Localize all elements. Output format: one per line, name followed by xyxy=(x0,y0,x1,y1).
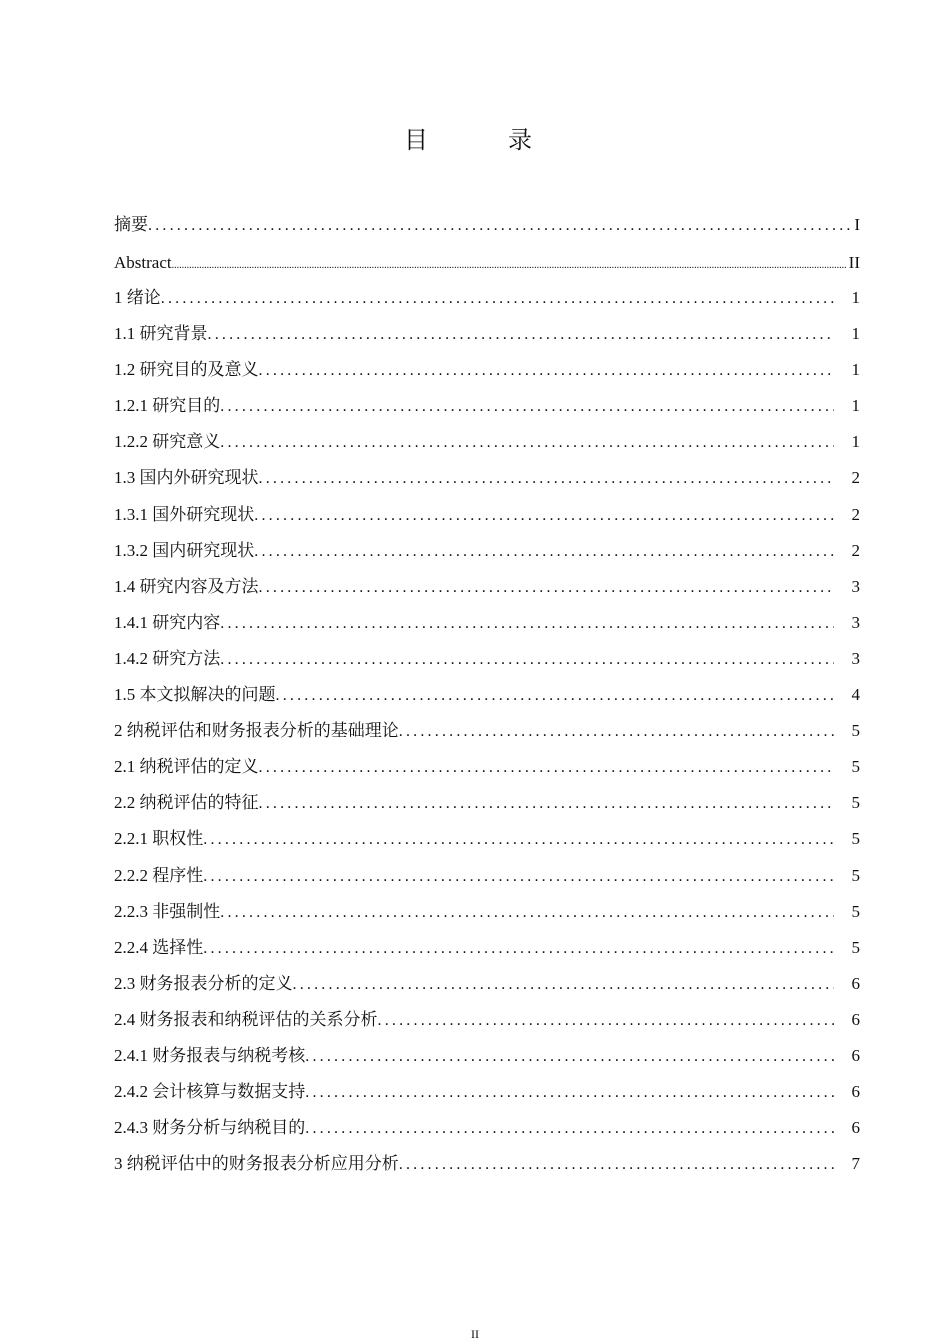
toc-entry[interactable] xyxy=(114,930,860,966)
toc-entry[interactable] xyxy=(114,352,860,388)
toc-entry-page: 5 xyxy=(851,901,860,921)
toc-entry-page: I xyxy=(854,215,860,234)
toc-entry[interactable] xyxy=(114,713,860,749)
toc-dot-leader xyxy=(305,1039,834,1075)
toc-entry-page: 7 xyxy=(851,1154,860,1174)
toc-entry-page: 1 xyxy=(851,288,860,307)
toc-entry-page: 6 xyxy=(851,973,860,993)
toc-entry[interactable] xyxy=(114,1110,860,1146)
toc-entry[interactable] xyxy=(114,1146,860,1182)
toc-dot-leader xyxy=(220,642,834,678)
toc-dot-leader xyxy=(276,678,835,714)
toc-entry-label: 1.5 本文拟解决的问题 xyxy=(114,685,276,705)
toc-entry-label: 1.4.1 研究内容 xyxy=(114,612,221,632)
toc-entry-label: Abstract xyxy=(114,253,172,272)
toc-dot-leader xyxy=(220,606,834,642)
toc-dot-leader xyxy=(305,1075,834,1111)
toc-dot-leader xyxy=(259,353,835,389)
toc-entry-page: 4 xyxy=(851,685,860,705)
toc-entry[interactable] xyxy=(114,749,860,785)
toc-dot-leader xyxy=(254,534,834,570)
toc-entry-label: 1.2 研究目的及意义 xyxy=(114,360,259,380)
toc-entry-page: 3 xyxy=(851,648,860,668)
toc-entry-label: 1.3.1 国外研究现状 xyxy=(114,504,255,524)
toc-entry-page: 3 xyxy=(851,576,860,596)
toc-entry[interactable] xyxy=(114,966,860,1002)
toc-entry-page: 5 xyxy=(851,757,860,777)
toc-dot-leader xyxy=(259,750,835,786)
toc-entry-label: 2.4.3 财务分析与纳税目的 xyxy=(114,1118,306,1138)
toc-entry[interactable] xyxy=(114,424,860,460)
toc-entry[interactable] xyxy=(114,280,860,316)
toc-dot-leader xyxy=(220,895,834,931)
toc-dot-leader xyxy=(254,498,834,534)
toc-entry[interactable] xyxy=(114,569,860,605)
toc-entry-page: 5 xyxy=(851,793,860,813)
toc-entry[interactable] xyxy=(114,497,860,533)
toc-entry-label: 1.2.1 研究目的 xyxy=(114,396,221,416)
toc-entry[interactable] xyxy=(114,316,860,352)
toc-entry-page: 2 xyxy=(851,540,860,560)
toc-entry-label: 1.4.2 研究方法 xyxy=(114,648,221,668)
toc-entry[interactable] xyxy=(114,1074,860,1110)
toc-entry-label: 2.2.2 程序性 xyxy=(114,865,204,885)
page-title: 目 录 xyxy=(404,128,560,154)
toc-dot-leader xyxy=(259,786,835,822)
toc-dot-leader xyxy=(259,570,835,606)
toc-entry[interactable] xyxy=(114,858,860,894)
footer-page-number: II xyxy=(471,1327,479,1341)
toc-entry-page: 5 xyxy=(851,829,860,849)
toc-entry-label: 1.1 研究背景 xyxy=(114,324,208,344)
toc-dot-leader xyxy=(203,859,834,895)
toc-entry[interactable] xyxy=(114,821,860,857)
toc-dot-leader xyxy=(259,461,835,497)
toc-dot-leader xyxy=(161,281,834,317)
toc-entry-label: 2.4.2 会计核算与数据支持 xyxy=(114,1082,306,1102)
toc-dot-leader xyxy=(148,208,852,244)
toc-dot-leader xyxy=(203,931,834,967)
toc-dot-leader xyxy=(172,248,847,284)
toc-entry-label: 1 绪论 xyxy=(114,288,161,307)
toc-entry[interactable] xyxy=(114,677,860,713)
toc-entry-page: 3 xyxy=(851,612,860,632)
toc-entry-page: 5 xyxy=(851,865,860,885)
toc-entry-label: 摘要 xyxy=(114,215,148,234)
toc-dot-leader xyxy=(305,1111,834,1147)
toc-entry-label: 2.3 财务报表分析的定义 xyxy=(114,973,293,993)
toc-entry[interactable] xyxy=(114,641,860,677)
toc-entry[interactable] xyxy=(114,894,860,930)
toc-entry-label: 2.2.3 非强制性 xyxy=(114,901,221,921)
toc-entry-label: 2.1 纳税评估的定义 xyxy=(114,757,259,777)
toc-dot-leader xyxy=(293,967,835,1003)
toc-entry-label: 2.4 财务报表和纳税评估的关系分析 xyxy=(114,1009,378,1029)
toc-entry-label: 1.3 国内外研究现状 xyxy=(114,468,259,488)
toc-dot-leader xyxy=(208,317,835,353)
toc-entry[interactable] xyxy=(114,605,860,641)
toc-entry-page: 6 xyxy=(851,1045,860,1065)
toc-entry-page: 2 xyxy=(851,504,860,524)
toc-entry-page: 1 xyxy=(851,360,860,380)
toc-entry-page: 1 xyxy=(851,396,860,416)
toc-entry-page: 6 xyxy=(851,1118,860,1138)
toc-entry[interactable] xyxy=(114,785,860,821)
toc-entry-page: 6 xyxy=(851,1009,860,1029)
toc-entry-label: 1.3.2 国内研究现状 xyxy=(114,540,255,560)
toc-dot-leader xyxy=(220,389,834,425)
toc-dot-leader xyxy=(399,1147,834,1183)
toc-entry[interactable] xyxy=(114,1002,860,1038)
toc-entry-label: 1.2.2 研究意义 xyxy=(114,432,221,452)
toc-entry[interactable] xyxy=(114,460,860,496)
toc-dot-leader xyxy=(378,1003,835,1039)
toc-entry[interactable] xyxy=(114,1038,860,1074)
toc-entry-page: 1 xyxy=(851,432,860,452)
toc-entry[interactable] xyxy=(114,207,860,245)
table-of-contents xyxy=(114,207,860,1182)
toc-entry-label: 1.4 研究内容及方法 xyxy=(114,576,259,596)
toc-entry-page: 2 xyxy=(851,468,860,488)
toc-entry[interactable] xyxy=(114,245,860,280)
toc-entry-page: 5 xyxy=(851,721,860,741)
toc-dot-leader xyxy=(203,822,834,858)
toc-entry-page: 5 xyxy=(851,937,860,957)
toc-dot-leader xyxy=(399,714,834,750)
toc-entry-label: 2.2.4 选择性 xyxy=(114,937,204,957)
toc-entry-label: 2 纳税评估和财务报表分析的基础理论 xyxy=(114,721,399,741)
toc-entry-label: 2.4.1 财务报表与纳税考核 xyxy=(114,1045,306,1065)
toc-entry-label: 3 纳税评估中的财务报表分析应用分析 xyxy=(114,1154,399,1174)
toc-entry[interactable] xyxy=(114,388,860,424)
toc-entry-label: 2.2.1 职权性 xyxy=(114,829,204,849)
toc-entry[interactable] xyxy=(114,533,860,569)
toc-entry-label: 2.2 纳税评估的特征 xyxy=(114,793,259,813)
toc-entry-page: 6 xyxy=(851,1082,860,1102)
toc-dot-leader xyxy=(220,425,834,461)
toc-entry-page: II xyxy=(848,253,860,272)
toc-entry-page: 1 xyxy=(851,324,860,344)
